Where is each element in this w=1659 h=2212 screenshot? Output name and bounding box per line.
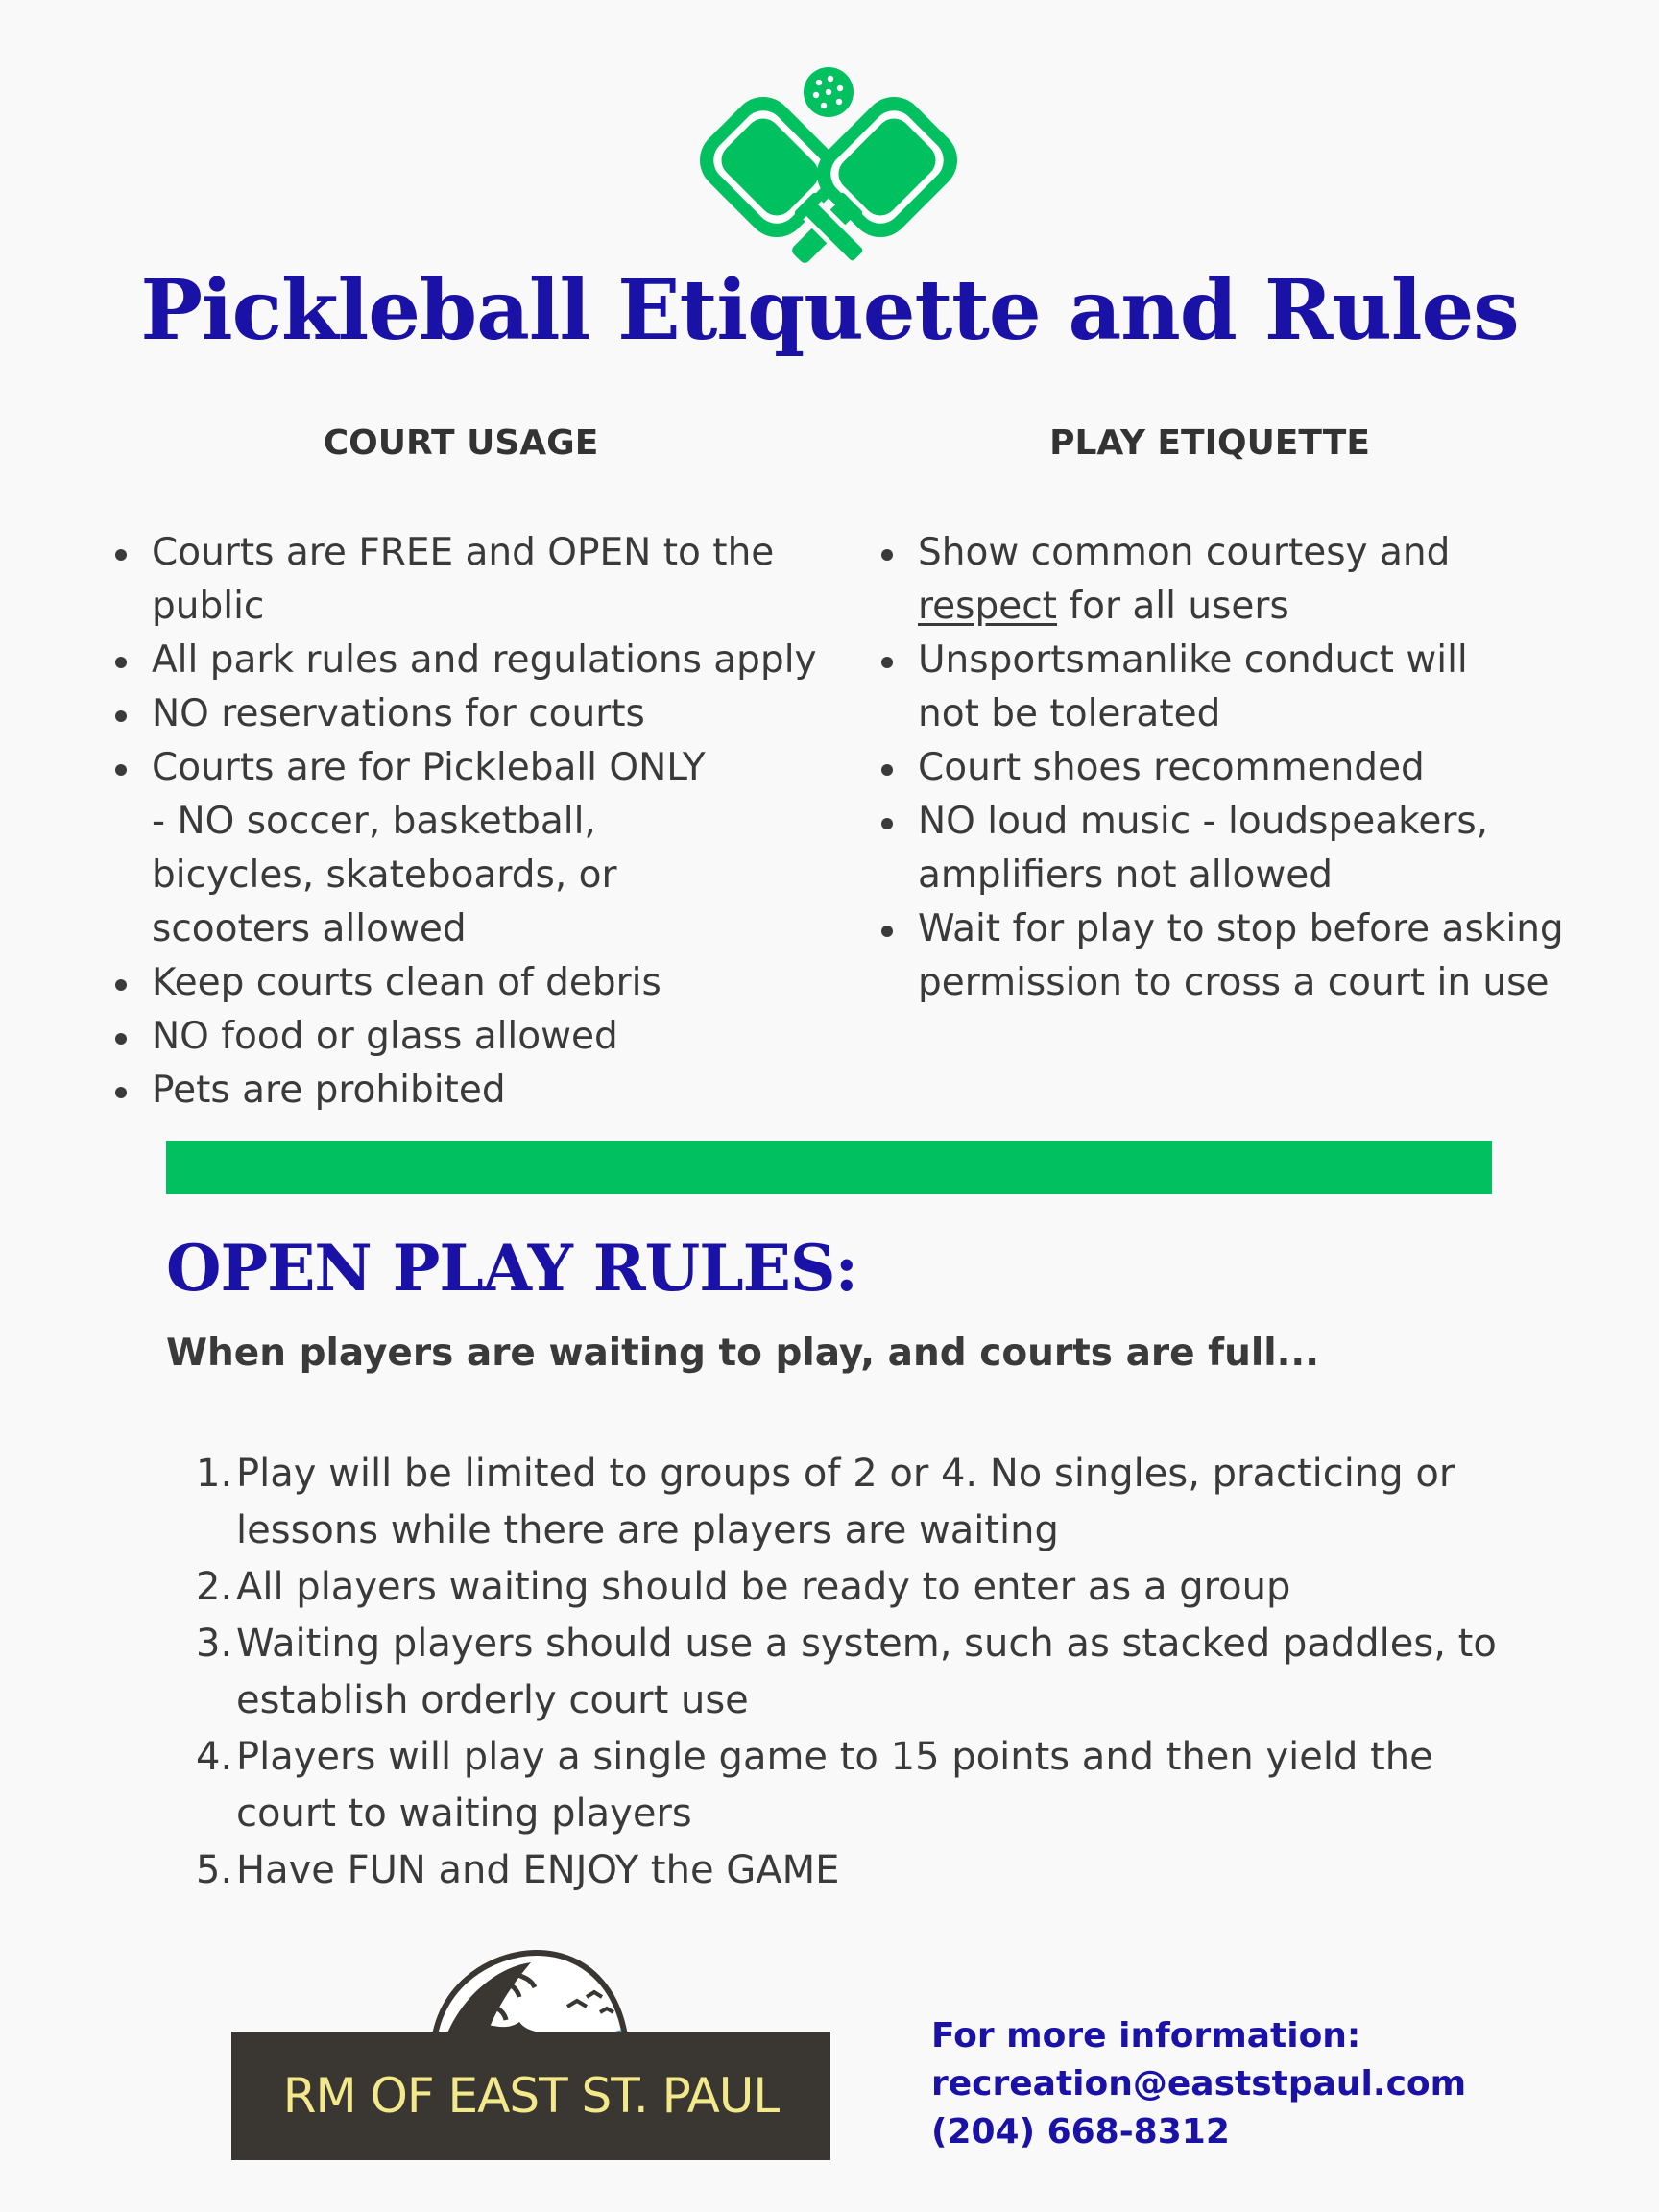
list-item xyxy=(198,1616,1561,1729)
list-item-text: Have FUN and ENJOY the GAME xyxy=(236,1848,840,1892)
court-usage-heading: COURT USAGE xyxy=(323,423,599,463)
list-item: NO loud music - loudspeakers, amplifiers not allowed xyxy=(881,795,1573,902)
contact-email[interactable]: recreation@eaststpaul.com xyxy=(931,2064,1467,2104)
open-play-rules-list xyxy=(198,1446,1561,1899)
list-item: Wait for play to stop before asking permission to cross a court in use xyxy=(881,902,1573,1010)
list-item: NO food or glass allowed xyxy=(115,1010,845,1064)
list-item: Unsportsmanlike conduct will not be tolerated xyxy=(881,634,1573,741)
list-item-text: for all users xyxy=(1069,585,1289,628)
list-item-text: Waiting players should use a system, such as stacked paddles, to establish orderly court use xyxy=(236,1622,1497,1722)
contact-phone[interactable]: (204) 668-8312 xyxy=(931,2112,1230,2152)
court-usage-list xyxy=(115,526,845,1118)
list-item: Court shoes recommended xyxy=(881,741,1573,795)
list-item-text: Players will play a single game to 15 points and then yield the court to waiting players xyxy=(236,1735,1433,1836)
list-item-text: Play will be limited to groups of 2 or 4. No singles, practicing or lessons while there are players are waiting xyxy=(236,1452,1455,1552)
list-number: 4. xyxy=(196,1735,233,1779)
list-item: Keep courts clean of debris xyxy=(115,956,845,1010)
list-number: 1. xyxy=(196,1452,233,1496)
list-item xyxy=(198,1559,1561,1616)
respect-underlined: respect xyxy=(918,585,1057,628)
list-item-text: All players waiting should be ready to enter as a group xyxy=(236,1565,1291,1609)
list-item: All park rules and regulations apply xyxy=(115,634,845,687)
pickleball-paddles-icon xyxy=(693,63,964,271)
open-play-title: OPEN PLAY RULES: xyxy=(166,1231,857,1306)
list-item: Pets are prohibited xyxy=(115,1064,845,1118)
contact-label: For more information: xyxy=(931,2016,1361,2056)
logo-text: RM OF EAST ST. PAUL xyxy=(282,2068,780,2124)
list-number: 3. xyxy=(196,1622,233,1666)
list-number: 5. xyxy=(196,1848,233,1892)
contact-info xyxy=(931,2012,1466,2156)
list-item xyxy=(198,1729,1561,1842)
list-item-text: Show common courtesy and xyxy=(918,531,1451,574)
rm-east-st-paul-logo xyxy=(231,1949,830,2160)
list-item xyxy=(198,1446,1561,1559)
list-item: NO reservations for courts xyxy=(115,687,845,741)
play-etiquette-heading: PLAY ETIQUETTE xyxy=(1049,423,1370,463)
page-title: Pickleball Etiquette and Rules xyxy=(140,262,1519,359)
divider-bar xyxy=(166,1141,1492,1194)
open-play-subtitle: When players are waiting to play, and courts are full... xyxy=(166,1332,1320,1375)
list-item xyxy=(881,526,1573,634)
list-item: Courts are for Pickleball ONLY - NO soccer, basketball, bicycles, skateboards, or scooters allowed xyxy=(115,741,845,956)
list-number: 2. xyxy=(196,1565,233,1609)
list-item: Courts are FREE and OPEN to the public xyxy=(115,526,845,634)
list-item xyxy=(198,1842,1561,1899)
play-etiquette-list xyxy=(881,526,1573,1010)
